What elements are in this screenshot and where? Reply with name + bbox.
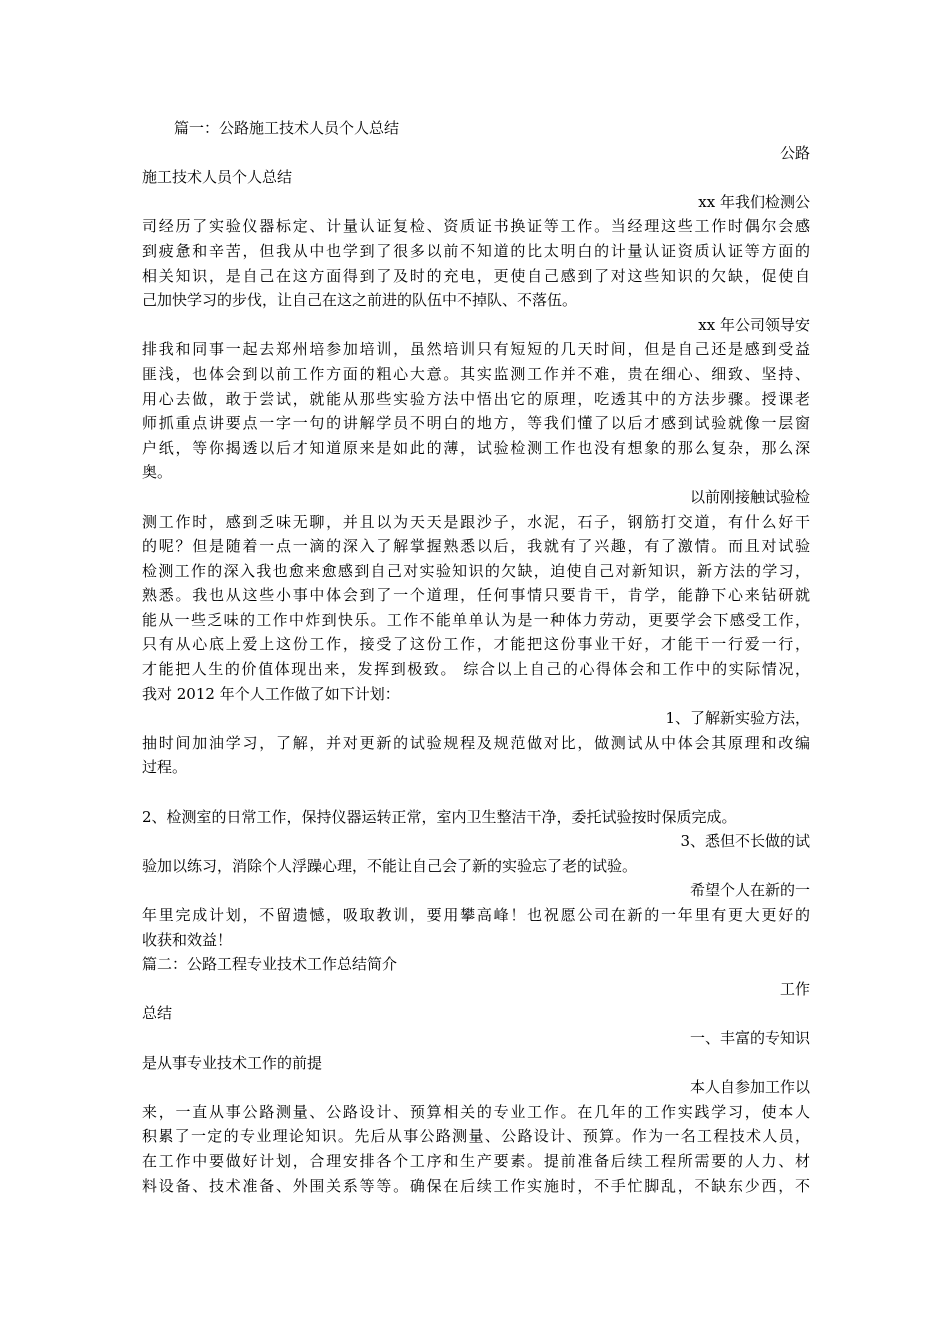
text-line: 熟悉。我也从这些小事中体会到了一个道理，任何事情只要肯干，肯学，能静下心来钻研就 [142, 586, 810, 605]
text-line: 用心去做，敢于尝试，就能从那些实验方法中悟出它的原理，吃透其中的方法步骤。授课老 [142, 389, 810, 408]
text-line: 1、了解新实验方法， [665, 709, 810, 728]
text-line: 排我和同事一起去郑州培参加培训，虽然培训只有短短的几天时间，但是自己还是感到受益 [142, 340, 810, 359]
text-line: 料设备、技术准备、外围关系等等。确保在后续工作实施时，不手忙脚乱，不缺东少西，不 [142, 1176, 810, 1195]
text-line: 3、悉但不长做的试 [680, 832, 810, 851]
text-line: 才能把人生的价值体现出来，发挥到极致。 综合以上自己的心得体会和工作中的实际情况， [142, 660, 810, 679]
text-line: 只有从心底上爱上这份工作，接受了这份工作，才能把这份事业干好，才能干一行爱一行， [142, 635, 810, 654]
text-line: 的呢？但是随着一点一滴的深入了解掌握熟悉以后，我就有了兴趣，有了激情。而且对试验 [142, 537, 810, 556]
text-line: 总结 [142, 1004, 173, 1023]
text-line: 检测工作的深入我也愈来愈感到自己对实验知识的欠缺，迫使自己对新知识，新方法的学习， [142, 561, 810, 580]
text-line: 相关知识，是自己在这方面得到了及时的充电，更使自己感到了对这些知识的欠缺，促使自 [142, 266, 810, 285]
text-line: 奥。 [142, 463, 173, 482]
text-line: 验加以练习，消除个人浮躁心理，不能让自己会了新的实验忘了老的试验。 [142, 856, 638, 875]
text-line: 测工作时，感到乏味无聊，并且以为天天是跟沙子，水泥，石子，钢筋打交道，有什么好干 [142, 512, 810, 531]
text-line: 在工作中要做好计划，合理安排各个工序和生产要素。提前准备后续工程所需要的人力、材 [142, 1151, 810, 1170]
text-line: xx 年公司领导安 [698, 315, 810, 334]
text-line: 户纸，等你揭透以后才知道原来是如此的薄，试验检测工作也没有想象的那么复杂，那么深 [142, 438, 810, 457]
text-line: 以前刚接触试验检 [689, 487, 810, 506]
text-line: 来，一直从事公路测量、公路设计、预算相关的专业工作。在几年的工作实践学习，使本人 [142, 1102, 810, 1121]
text-line: 能从一些乏味的工作中炸到快乐。工作不能单单认为是一种体力劳动，更要学会下感受工作， [142, 610, 810, 629]
text-line: 是从事专业技术工作的前提 [142, 1053, 323, 1072]
text-line: 过程。 [142, 758, 188, 777]
text-line: 施工技术人员个人总结 [142, 168, 293, 187]
text-line: 2、检测室的日常工作，保持仪器运转正常，室内卫生整洁干净，委托试验按时保质完成。 [142, 807, 737, 826]
blank-line [142, 780, 810, 805]
text-line: 本人自参加工作以 [689, 1078, 810, 1097]
text-line: 抽时间加油学习，了解，并对更新的试验规程及规范做对比，做测试从中体会其原理和改编 [142, 733, 810, 752]
text-line: 匪浅，也体会到以前工作方面的粗心大意。其实监测工作并不难，贵在细心、细致、坚持、 [142, 364, 810, 383]
text-line: 师抓重点讲要点一字一句的讲解学员不明白的地方，等我们懂了以后才感到试验就像一层窗 [142, 414, 810, 433]
text-line: 到疲惫和辛苦，但我从中也学到了很多以前不知道的比太明白的计量认证资质认证等方面的 [142, 241, 810, 260]
section-heading-2: 篇二：公路工程专业技术工作总结简介 [142, 955, 398, 974]
text-line: 收获和效益！ [142, 930, 233, 949]
text-line: xx 年我们检测公 [698, 192, 810, 211]
text-line: 希望个人在新的一 [689, 881, 810, 900]
text-line: 己加快学习的步伐，让自己在这之前进的队伍中不掉队、不落伍。 [142, 291, 578, 310]
text-line: 司经历了实验仪器标定、计量认证复检、资质证书换证等工作。当经理这些工作时偶尔会感 [142, 217, 810, 236]
text-line: 公路 [779, 143, 810, 162]
text-line: 积累了一定的专业理论知识。先后从事公路测量、公路设计、预算。作为一名工程技术人员， [142, 1127, 810, 1146]
text-line: 我对 2012 年个人工作做了如下计划： [142, 684, 400, 703]
section-heading-1: 篇一：公路施工技术人员个人总结 [174, 119, 400, 137]
text-line: 年里完成计划，不留遗憾，吸取教训，要用攀高峰！也祝愿公司在新的一年里有更大更好的 [142, 906, 810, 924]
document-body [142, 116, 810, 1198]
text-line: 一、丰富的专知识 [689, 1028, 810, 1047]
text-line: 工作 [779, 979, 810, 998]
